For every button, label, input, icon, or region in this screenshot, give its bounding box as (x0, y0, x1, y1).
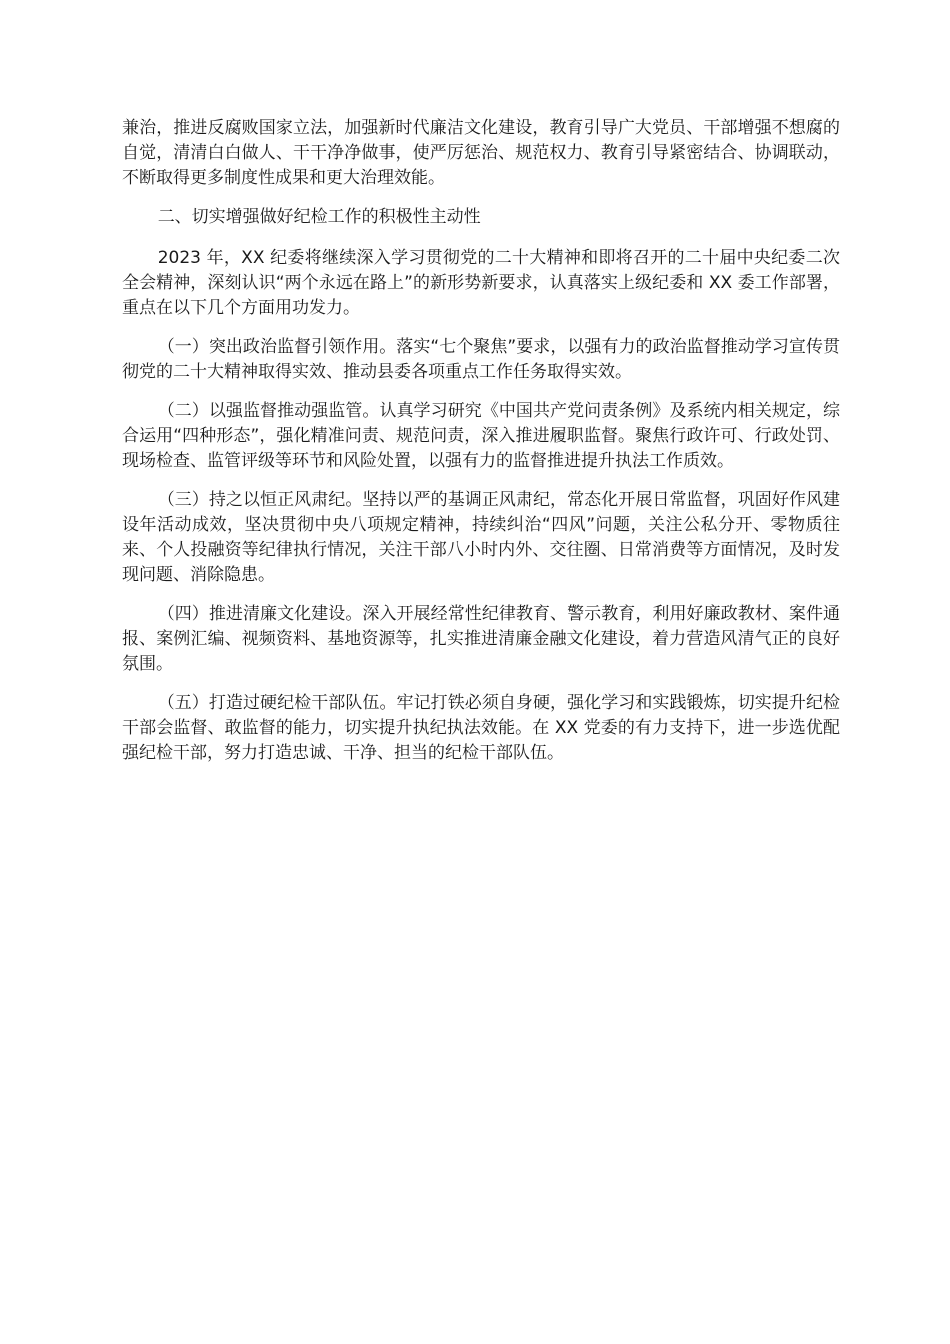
section-heading: 二、切实增强做好纪检工作的积极性主动性 (157, 207, 481, 227)
paragraph-continuation: 兼治，推进反腐败国家立法，加强新时代廉洁文化建设，教育引导广大党员、干部增强不想腐的自觉，清清白白做人、干干净净做事，使严厉惩治、规范权力、教育引导紧密结合、协调联动，不断取得更多制度性成果和更大治理效能。 (122, 118, 840, 188)
paragraph-item-3: （三）持之以恒正风肃纪。坚持以严的基调正风肃纪，常态化开展日常监督，巩固好作风建设年活动成效，坚决贯彻中央八项规定精神，持续纠治“四风”问题，关注公私分开、零物质往来、个人投融资等纪律执行情况，关注干部八小时内外、交往圈、日常消费等方面情况，及时发现问题、消除隐患。 (122, 490, 840, 585)
paragraph-item-4: （四）推进清廉文化建设。深入开展经常性纪律教育、警示教育，利用好廉政教材、案件通报、案例汇编、视频资料、基地资源等，扎实推进清廉金融文化建设，着力营造风清气正的良好氛围。 (122, 604, 840, 674)
paragraph-intro: 2023 年，XX 纪委将继续深入学习贯彻党的二十大精神和即将召开的二十届中央纪委二次全会精神，深刻认识“两个永远在路上”的新形势新要求，认真落实上级纪委和 XX 委工作部署，重点在以下几个方面用功发力。 (122, 248, 840, 318)
document-body (122, 116, 840, 780)
paragraph-item-5: （五）打造过硬纪检干部队伍。牢记打铁必须自身硬，强化学习和实践锻炼，切实提升纪检干部会监督、敢监督的能力，切实提升执纪执法效能。在 XX 党委的有力支持下，进一步选优配强纪检干部，努力打造忠诚、干净、担当的纪检干部队伍。 (122, 693, 840, 763)
paragraph-item-1: （一）突出政治监督引领作用。落实“七个聚焦”要求，以强有力的政治监督推动学习宣传贯彻党的二十大精神取得实效、推动县委各项重点工作任务取得实效。 (122, 337, 840, 382)
paragraph-item-2: （二）以强监督推动强监管。认真学习研究《中国共产党问责条例》及系统内相关规定，综合运用“四种形态”，强化精准问责、规范问责，深入推进履职监督。聚焦行政许可、行政处罚、现场检查、监管评级等环节和风险处置，以强有力的监督推进提升执法工作质效。 (122, 401, 840, 471)
